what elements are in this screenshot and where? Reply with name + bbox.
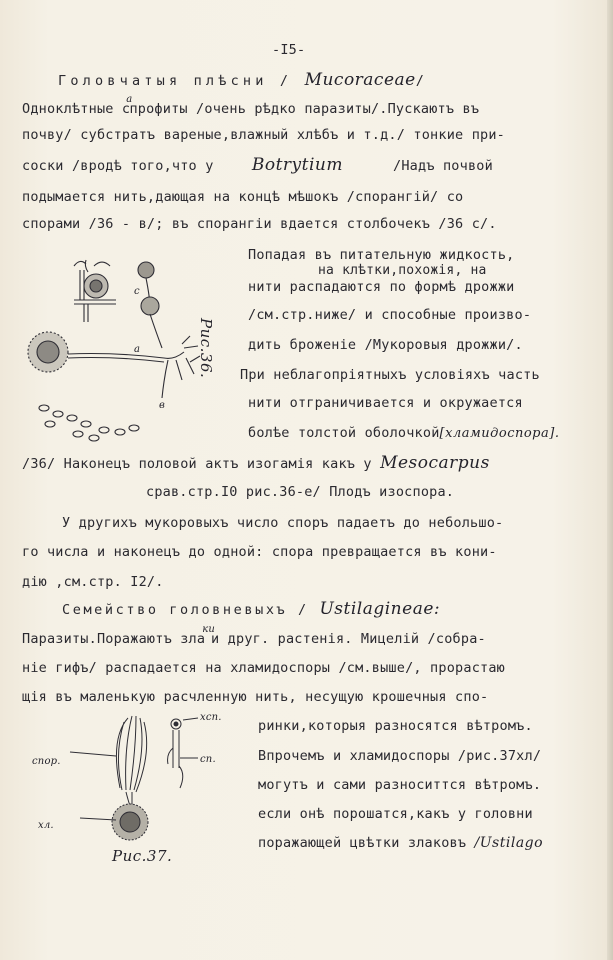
page-number: -I5-: [272, 42, 306, 58]
figure-label: а: [134, 344, 141, 355]
text-line: /см.стр.ниже/ и способные произво-: [248, 307, 532, 323]
text-fragment: и друг. растенiя. Мицелiй /собра-: [211, 631, 486, 647]
heading-text: Семейство головневыхъ /: [62, 602, 320, 618]
text-fragment: /Надъ почвой: [393, 158, 493, 174]
section-heading-ustilagineae: [62, 601, 440, 618]
page-edge: [607, 0, 613, 960]
text-line: [22, 624, 486, 649]
text-line: спорами /36 - в/; въ спорангiи вдается столбочекъ /36 с/.: [22, 216, 497, 232]
figure-36: [14, 248, 244, 452]
heading-text: Головчатыя плѣсни /: [58, 73, 305, 89]
handwritten-insertion: ки: [202, 624, 216, 635]
text-line: могутъ и сами разноситтся вѣтромъ.: [258, 777, 542, 793]
text-line: почву/ субстратъ вареные,влажный хлѣбъ и т.д./ тонкие при-: [22, 127, 506, 143]
text-fragment: Паразиты.Поражаютъ зла: [22, 631, 206, 647]
text-line: [22, 455, 490, 472]
text-line: При неблагопрiятныхъ условiяхъ часть: [240, 367, 540, 383]
text-line: нiе гифъ/ распадается на хламидоспоры /см.выше/, прорастаю: [22, 660, 506, 676]
text-line: Впрочемъ и хламидоспоры /рис.37хл/: [258, 748, 542, 764]
text-line: го числа и наконецъ до одной: спора превращается въ кони-: [22, 544, 497, 560]
handwritten-insertion: а: [126, 94, 133, 105]
text-line: [22, 157, 493, 174]
figure-label: в: [159, 400, 166, 411]
text-fragment: профиты /очень рѣдко паразиты/.Пускаютъ въ: [129, 101, 480, 117]
handwritten-insertion: на клѣтки,похожiя, на: [318, 263, 487, 278]
text-line: У другихъ мукоровыхъ число споръ падаетъ до небольшо-: [62, 515, 504, 531]
figure-label: спор.: [32, 756, 61, 767]
handwritten-latin-name: Botrytium: [251, 155, 344, 175]
handwritten-latin-name: Ustilagineae:: [319, 599, 441, 619]
handwritten-latin-name: /Ustilago: [474, 835, 544, 851]
figure-37: [20, 708, 230, 882]
text-fragment: соски /вродѣ того,что у: [22, 158, 222, 174]
text-line: [258, 835, 543, 851]
handwritten-latin-name: Mesocarpus: [380, 453, 490, 473]
figure-label: хл.: [38, 820, 54, 831]
text-line: щiя въ маленькую расчленную нить, несущую крошечныя спо-: [22, 689, 489, 705]
text-line: нити отграничивается и окружается: [248, 395, 523, 411]
text-fragment: поражающей цвѣтки злаковъ: [258, 835, 475, 851]
text-line: [248, 425, 559, 442]
figure-37-caption: Рис.37.: [112, 847, 173, 865]
text-fragment: Одноклѣтные с: [22, 101, 131, 117]
text-line: дить броженiе /Мукоровыя дрожжи/.: [248, 337, 523, 353]
heading-suffix: /: [415, 73, 425, 89]
figure-36-caption: Рис.36.: [197, 318, 215, 379]
text-line: если онѣ порошатся,какъ у головни: [258, 806, 533, 822]
figure-label: сп.: [200, 754, 216, 765]
handwritten-annotation: [хламидоспора].: [439, 426, 560, 441]
text-line: [22, 94, 480, 119]
handwritten-latin-name: Mucoraceae: [304, 70, 416, 90]
text-fragment: болѣе толстой оболочкой: [248, 425, 440, 441]
text-fragment: /36/ Наконецъ половой актъ изогамiя какъ у: [22, 456, 381, 472]
text-line: ринки,которыя разносятся вѣтромъ.: [258, 718, 533, 734]
figure-label: хсп.: [200, 712, 222, 723]
text-line: подымается нить,дающая на концѣ мѣшокъ /спорангiй/ со: [22, 189, 464, 205]
text-line: Попадая въ питательную жидкость,: [248, 247, 515, 263]
text-line: нити распадаются по формѣ дрожжи: [248, 279, 515, 295]
text-line: срав.стр.I0 рис.36-е/ Плодъ изоспора.: [146, 484, 455, 500]
text-line: дiю ,см.стр. I2/.: [22, 574, 164, 590]
figure-label: с: [134, 286, 140, 297]
section-heading-mucoraceae: [58, 72, 424, 89]
